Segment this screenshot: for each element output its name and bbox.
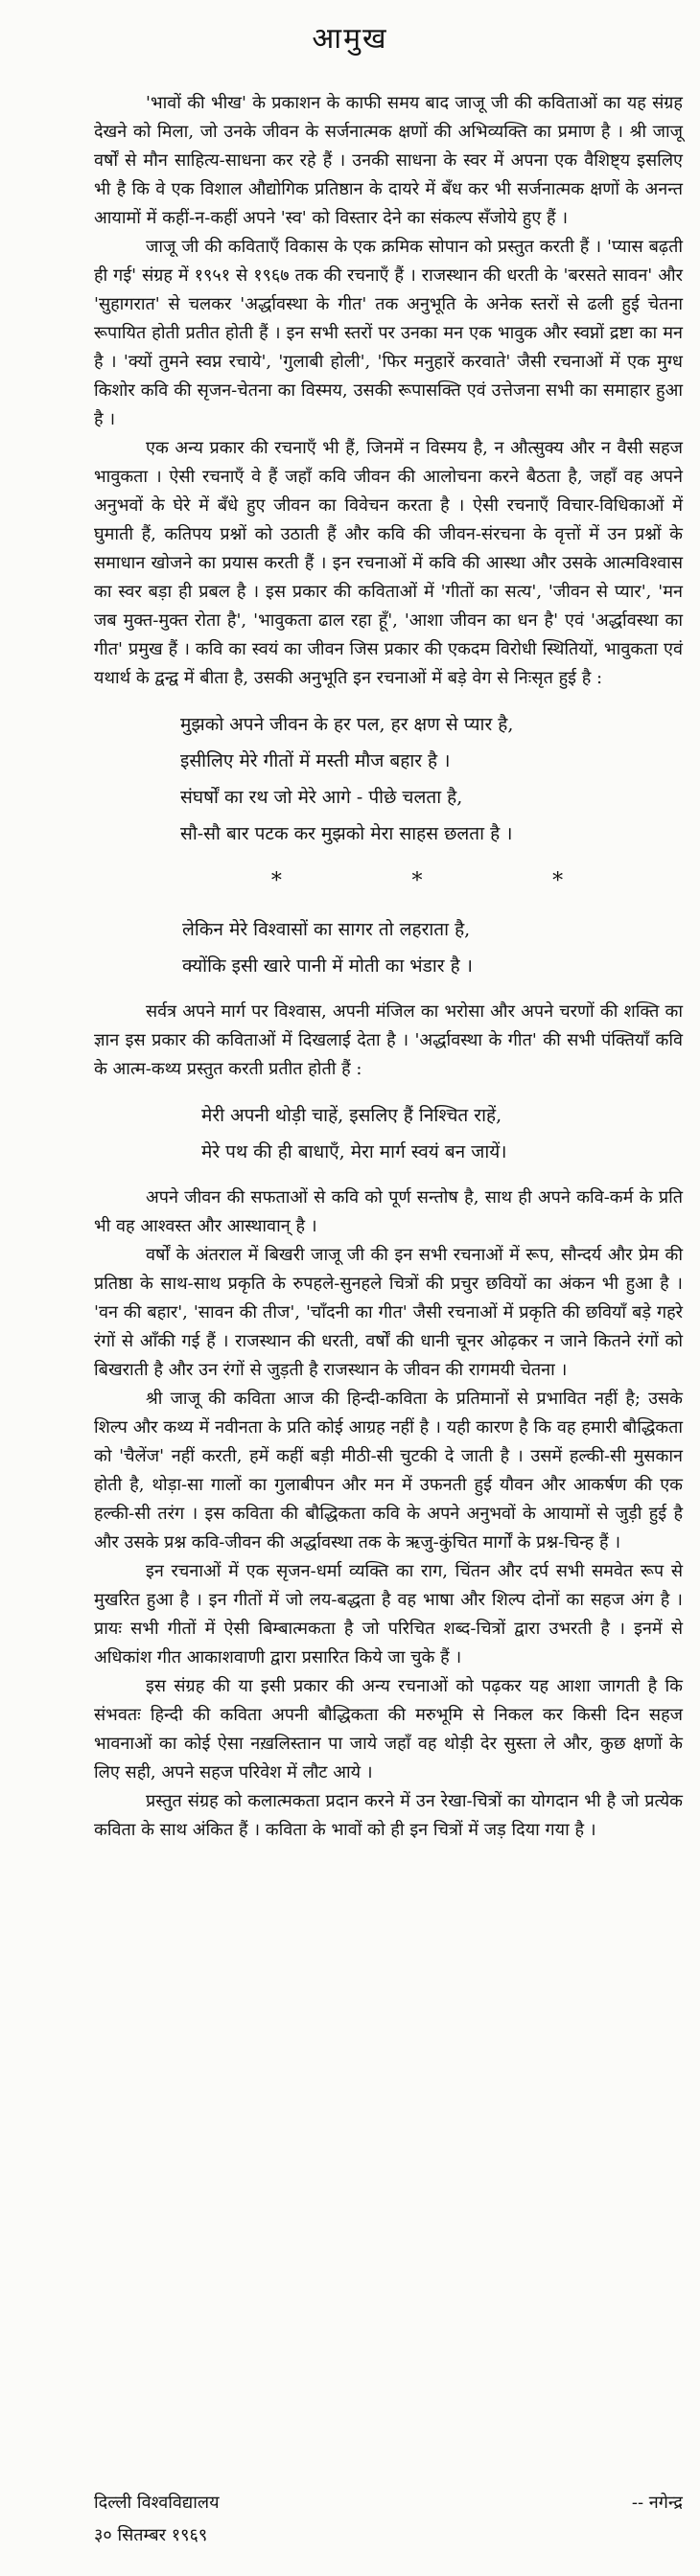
paragraph: वर्षों के अंतराल में बिखरी जाजू जी की इन सभी रचनाओं में रूप, सौन्दर्य और प्रेम की प्रतिष्ठा के साथ-साथ प्रकृति के रुपहले-सुनहले चित्रों की प्रचुर छवियों का अंकन भी हुआ है । 'वन की बहार', 'सावन की तीज', 'चाँदनी का गीत' जैसी रचनाओं में प्रकृति की छवियाँ बड़े गहरे रंगों से आँकी गई हैं । राजस्थान की धरती, वर्षों की धानी चूनर ओढ़कर न जाने कितने रंगों को बिखराती है और उन रंगों से जुड़ती है राजस्थान के जीवन की रागमयी चेतना ।: [94, 1245, 683, 1380]
star-mark: *: [270, 869, 282, 893]
body-text: [94, 89, 683, 693]
verse-line: मेरे पथ की ही बाधाएँ, मेरा मार्ग स्वयं बन जायें।: [201, 1141, 507, 1162]
paragraph: 'भावों की भीख' के प्रकाशन के काफी समय बाद जाजू जी की कविताओं का यह संग्रह देखने को मिला, जो उनके जीवन के सर्जनात्मक क्षणों की अभिव्यक्ति का प्रमाण है । श्री जाजू वर्षों से मौन साहित्य-साधना कर रहे हैं । उनकी साधना के स्वर में अपना एक वैशिष्ट्य इसलिए भी है कि वे एक विशाल औद्योगिक प्रतिष्ठान के दायरे में बँध कर भी सर्जनात्मक क्षणों के अनन्त आयामों में कहीं-न-कहीं अपने 'स्व' को विस्तार देने का संकल्प सँजोये हुए हैं ।: [94, 93, 683, 228]
verse-line: मेरी अपनी थोड़ी चाहें, इसलिए हैं निश्चित राहें,: [201, 1105, 502, 1126]
paragraph: इन रचनाओं में एक सृजन-धर्मा व्यक्ति का राग, चिंतन और दर्प सभी समवेत रूप से मुखरित हुआ है । इन गीतों में जो लय-बद्धता है वह भाषा और शिल्प दोनों का सहज अंग है । प्रायः सभी गीतों में ऐसी बिम्बात्मकता है जो परिचित शब्द-चित्रों द्वारा उभरती है । इनमें से अधिकांश गीत आकाशवाणी द्वारा प्रसारित किये जा चुके हैं ।: [94, 1561, 683, 1668]
signature-block: [94, 2487, 683, 2552]
paragraph: श्री जाजू की कविता आज की हिन्दी-कविता के प्रतिमानों से प्रभावित नहीं है; उसके शिल्प और कथ्य में नवीनता के प्रति कोई आग्रह नहीं है । यही कारण है कि वह हमारी बौद्धिकता को 'चैलेंज' नहीं करती, हमें कहीं बड़ी मीठी-सी चुटकी दे जाती है । उसमें हल्की-सी मुसकान होती है, थोड़ा-सा गालों का गुलाबीपन और मन में उफनती हुई यौवन और आकर्षण की एक हल्की-सी तरंग । इस कविता की बौद्धिकता कवि के अपने अनुभवों के आयामों से जुड़ी हुई है और उसके प्रश्न कवि-जीवन की अर्द्धावस्था तक के ऋजु-कुंचित मार्गों के प्रश्न-चिन्ह हैं ।: [94, 1389, 683, 1552]
paragraph: जाजू जी की कविताएँ विकास के एक क्रमिक सोपान को प्रस्तुत करती हैं । 'प्यास बढ़ती ही गई' संग्रह में १९५१ से १९६७ तक की रचनाएँ हैं । राजस्थान की धरती के 'बरसते सावन' और 'सुहागरात' से चलकर 'अर्द्धावस्था के गीत' तक अनुभूति के अनेक स्तरों से ढली हुई चेतना रूपायित होती प्रतीत होती हैं । इन सभी स्तरों पर उनका मन एक भावुक और स्वप्नों द्रष्टा का मन है । 'क्यों तुमने स्वप्न रचाये', 'गुलाबी होली', 'फिर मनुहारें करवाते' जैसी रचनाओं में एक मुग्ध किशोर कवि की सृजन-चेतना का विस्मय, उसकी रूपासक्ति एवं उत्तेजना सभी का समाहार हुआ है ।: [94, 237, 683, 429]
star-mark: *: [411, 869, 423, 893]
body-text: [94, 998, 683, 1084]
paragraph: प्रस्तुत संग्रह को कलात्मकता प्रदान करने में उन रेखा-चित्रों का योगदान भी है जो प्रत्येक कविता के साथ अंकित हैं । कविता के भावों को ही इन चित्रों में जड़ दिया गया है ।: [94, 1791, 683, 1840]
date-row: [94, 2519, 683, 2552]
verse-line: संघर्षों का रथ जो मेरे आगे - पीछे चलता है,: [180, 787, 463, 808]
verse-block: [182, 911, 700, 984]
section-separator: [206, 865, 628, 898]
verse-line: इसीलिए मेरे गीतों में मस्ती मौज बहार है ।: [180, 750, 451, 771]
verse-line: लेकिन मेरे विश्वासों का सागर तो लहराता है,: [182, 919, 471, 940]
page-title: आमुख: [312, 22, 388, 56]
paragraph: इस संग्रह की या इसी प्रकार की अन्य रचनाओं को पढ़कर यह आशा जागती है कि संभवतः हिन्दी की कविता अपनी बौद्धिकता की मरुभूमि से निकल कर किसी दिन सहज भावनाओं का कोई ऐसा नख़लिस्तान पा जाये जहाँ वह थोड़ी देर सुस्ता ले और, कुछ क्षणों के लिए सही, अपने सहज परिवेश में लौट आये ।: [94, 1676, 683, 1782]
verse-line: मुझको अपने जीवन के हर पल, हर क्षण से प्यार है,: [180, 714, 514, 735]
verse-block: [180, 706, 700, 852]
place-label: दिल्ली विश्वविद्यालय: [94, 2493, 220, 2513]
verse-line: सौ-सौ बार पटक कर मुझको मेरा साहस छलता है ।: [180, 823, 513, 844]
signature-row: [94, 2487, 683, 2519]
verse-block: [201, 1097, 700, 1170]
verse-line: क्योंकि इसी खारे पानी में मोती का भंडार है ।: [182, 955, 473, 977]
paragraph: एक अन्य प्रकार की रचनाएँ भी हैं, जिनमें न विस्मय है, न औत्सुक्य और न वैसी सहज भावुकता । ऐसी रचनाएँ वे हैं जहाँ कवि जीवन की आलोचना करने बैठता है, जहाँ वह अपने अनुभवों के घेरे में बँधे हुए जीवन का विवेचन करता है । ऐसी रचनाएँ विचार-विधिकाओं में घुमाती हैं, कतिपय प्रश्नों को उठाती हैं और कवि की जीवन-संरचना के वृत्तों में उन प्रश्नों के समाधान खोजने का प्रयास करती हैं । इन रचनाओं में कवि की आस्था और उसके आत्मविश्वास का स्वर बड़ा ही प्रबल है । इस प्रकार की कविताओं में 'गीतों का सत्य', 'जीवन से प्यार', 'मन जब मुक्त-मुक्त रोता है', 'भावुकता ढाल रहा हूँ', 'आशा जीवन का धन है' एवं 'अर्द्धावस्था का गीत' प्रमुख हैं । कवि का स्वयं का जीवन जिस प्रकार की एकदम विरोधी स्थितियों, भावुकता एवं यथार्थ के द्वन्द्व में बीता है, उसकी अनुभूति इन रचनाओं में बड़े वेग से निःसृत हुई है :: [94, 438, 683, 688]
star-mark: *: [552, 869, 564, 893]
date-label: ३० सितम्बर १९६९: [94, 2525, 208, 2545]
paragraph: अपने जीवन की सफताओं से कवि को पूर्ण सन्तोष है, साथ ही अपने कवि-कर्म के प्रति भी वह आश्वस्त और आस्थावान् है ।: [94, 1187, 683, 1236]
author-name: -- नगेन्द्र: [631, 2493, 683, 2513]
paragraph: सर्वत्र अपने मार्ग पर विश्वास, अपनी मंजिल का भरोसा और अपने चरणों की शक्ति का ज्ञान इस प्रकार की कविताओं में दिखलाई देता है । 'अर्द्धावस्था के गीत' की सभी पंक्तियाँ कवि के आत्म-कथ्य प्रस्तुत करती प्रतीत होती हैं :: [94, 1001, 683, 1079]
body-text: [94, 1184, 683, 1845]
